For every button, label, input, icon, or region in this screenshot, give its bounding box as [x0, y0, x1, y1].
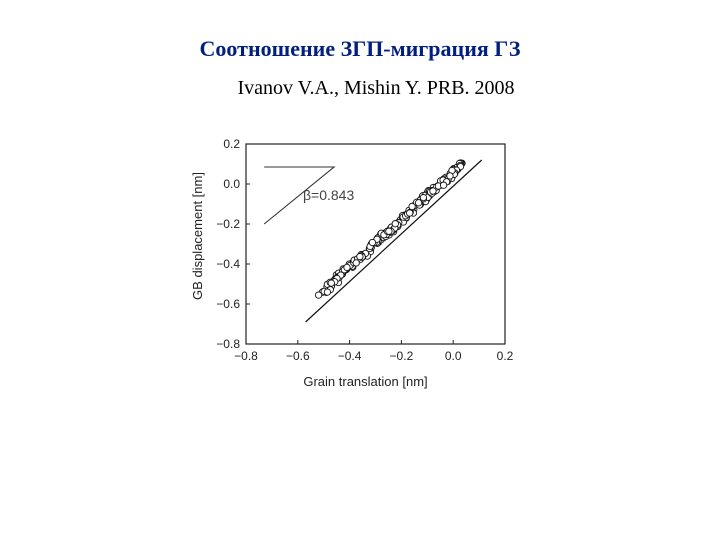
- x-tick-label: −0.8: [234, 349, 258, 363]
- y-tick-label: −0.6: [216, 297, 240, 311]
- data-point: [328, 280, 334, 286]
- data-point: [324, 289, 330, 295]
- data-point: [430, 188, 436, 194]
- fit-line-layer: [306, 160, 482, 322]
- points-layer: [315, 160, 465, 298]
- citation: Ivanov V.A., Mishin Y. PRB. 2008: [237, 77, 515, 99]
- y-tick-label: −0.8: [216, 337, 240, 351]
- data-point: [420, 194, 426, 200]
- data-point: [315, 292, 321, 298]
- y-tick-label: 0.0: [223, 177, 240, 191]
- y-tick-label: 0.2: [223, 137, 240, 151]
- fit-line: [306, 160, 482, 322]
- y-tick-label: −0.2: [216, 217, 240, 231]
- data-point: [409, 203, 415, 209]
- y-axis-label: GB displacement [nm]: [190, 172, 205, 300]
- beta-annotation: β=0.843: [302, 187, 355, 203]
- chart: [180, 128, 530, 398]
- scatter-chart-svg: [180, 128, 530, 398]
- data-point: [447, 173, 453, 179]
- x-tick-label: −0.6: [285, 349, 310, 363]
- y-tick-label: −0.4: [216, 257, 240, 271]
- x-tick-label: 0.0: [444, 349, 462, 363]
- slide-title: Соотношение ЗГП-миграция ГЗ: [199, 36, 521, 61]
- x-axis-label: Grain translation [nm]: [303, 374, 428, 389]
- data-point: [415, 200, 421, 206]
- data-point: [369, 239, 375, 245]
- data-point: [407, 210, 413, 216]
- x-tick-label: 0.2: [496, 349, 514, 363]
- x-tick-label: −0.2: [389, 349, 414, 363]
- x-tick-label: −0.4: [337, 349, 362, 363]
- data-point: [344, 264, 350, 270]
- data-point: [386, 228, 392, 234]
- data-point: [440, 182, 446, 188]
- data-point: [357, 253, 363, 259]
- data-point: [392, 221, 398, 227]
- data-point: [353, 260, 359, 266]
